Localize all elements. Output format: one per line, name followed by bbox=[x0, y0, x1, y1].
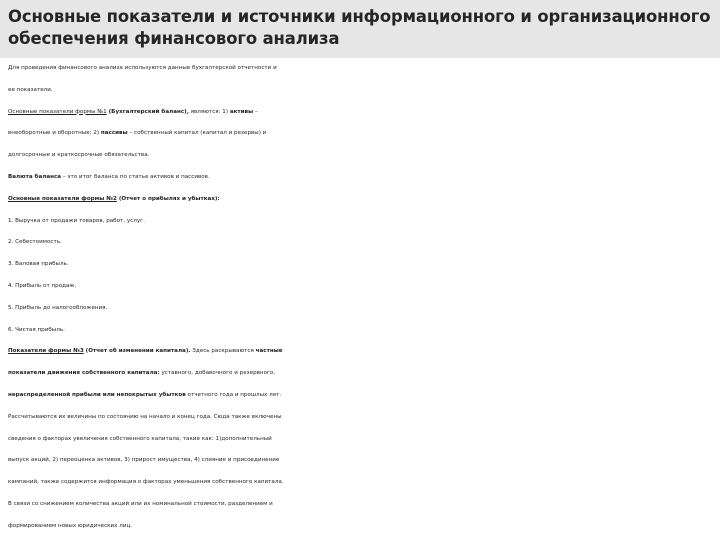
title-line-2: обеспечения финансового анализа bbox=[8, 29, 340, 48]
text-bold: частные bbox=[255, 348, 283, 355]
text-line bbox=[8, 516, 716, 538]
text-line bbox=[8, 189, 716, 211]
form1-heading: Основные показатели формы №1 bbox=[8, 108, 107, 115]
text: – собственный капитал (капитал и резервы) и bbox=[127, 130, 267, 137]
list-item bbox=[8, 276, 716, 298]
form2-name: (Отчет о прибылях и убытках): bbox=[116, 195, 220, 202]
list-item bbox=[8, 254, 716, 276]
assets-term: активы bbox=[229, 108, 254, 115]
text: – bbox=[253, 108, 258, 115]
text: 6. Чистая прибыль. bbox=[8, 326, 65, 333]
text-line bbox=[8, 450, 716, 472]
list-item bbox=[8, 320, 716, 342]
slide-header bbox=[0, 0, 720, 58]
text-line bbox=[8, 145, 716, 167]
text: 4. Прибыль от продаж. bbox=[8, 282, 77, 289]
text-bold: показатели движения собственного капитала: bbox=[8, 370, 160, 377]
text: 2. Себестоимость. bbox=[8, 239, 62, 246]
slide-body bbox=[8, 58, 716, 538]
text-line bbox=[8, 429, 716, 451]
liabilities-term: пассивы bbox=[100, 130, 128, 137]
text: 3. Валовая прибыль. bbox=[8, 261, 69, 268]
text: кампаний, также содержится информация о факторах уменьшения собственного капитала. bbox=[8, 479, 284, 486]
text-line bbox=[8, 80, 716, 102]
text: Рассчитываются их величины по состоянию на начало и конец года. Сюда также включены bbox=[8, 413, 282, 420]
text: долгосрочные и краткосрочные обязательства. bbox=[8, 152, 150, 159]
text-line bbox=[8, 363, 716, 385]
list-item bbox=[8, 232, 716, 254]
text: В связи со снижением количества акций или их номинальной стоимости, разделением и bbox=[8, 500, 273, 507]
balance-currency-term: Валюта баланса bbox=[8, 173, 62, 180]
text: 5. Прибыль до налогообложения. bbox=[8, 304, 108, 311]
text: Для проведения финансового анализа используются данные бухгалтерской отчетности и bbox=[8, 65, 277, 71]
text: уставного, добавочного и резервного, bbox=[159, 370, 276, 377]
text-line bbox=[8, 58, 716, 80]
text: внеоборотные и оборотные; 2) bbox=[8, 130, 101, 137]
text-line bbox=[8, 341, 716, 363]
text-line bbox=[8, 494, 716, 516]
text: выпуск акций, 2) переоценка активов, 3) прирост имущества, 4) слияние и присоединение bbox=[8, 457, 280, 464]
text-bold: нераспределенной прибыли или непокрытых убытков bbox=[8, 391, 186, 398]
text-line bbox=[8, 385, 716, 407]
text: сведения о факторах увеличения собственного капитала, такие как: 1)дополнительный bbox=[8, 435, 272, 442]
form3-heading: Показатели формы №3 bbox=[8, 348, 84, 355]
text-line bbox=[8, 407, 716, 429]
text: являются: 1) bbox=[188, 108, 230, 115]
form1-name: (Бухгалтерский баланс), bbox=[106, 108, 189, 115]
form2-heading: Основные показатели формы №2 bbox=[8, 195, 117, 202]
title-line-1: Основные показатели и источники информационного и организационного bbox=[8, 7, 711, 26]
text: ее показатели. bbox=[8, 86, 53, 93]
list-item bbox=[8, 211, 716, 233]
text-line bbox=[8, 167, 716, 189]
text: 1. Выручка от продажи товаров, работ, услуг. bbox=[8, 217, 145, 224]
text: отчетного года и прошлых лет. bbox=[185, 391, 282, 398]
text: формированием новых юридических лиц. bbox=[8, 522, 133, 529]
text-line bbox=[8, 472, 716, 494]
text: Здесь раскрываются bbox=[190, 348, 256, 355]
slide-title bbox=[8, 6, 712, 50]
form3-name: (Отчет об изменении капитала). bbox=[83, 348, 191, 355]
list-item bbox=[8, 298, 716, 320]
text-line bbox=[8, 123, 716, 145]
text: – это итог баланса по статье активов и пассивов. bbox=[61, 173, 210, 180]
text-line bbox=[8, 102, 716, 124]
